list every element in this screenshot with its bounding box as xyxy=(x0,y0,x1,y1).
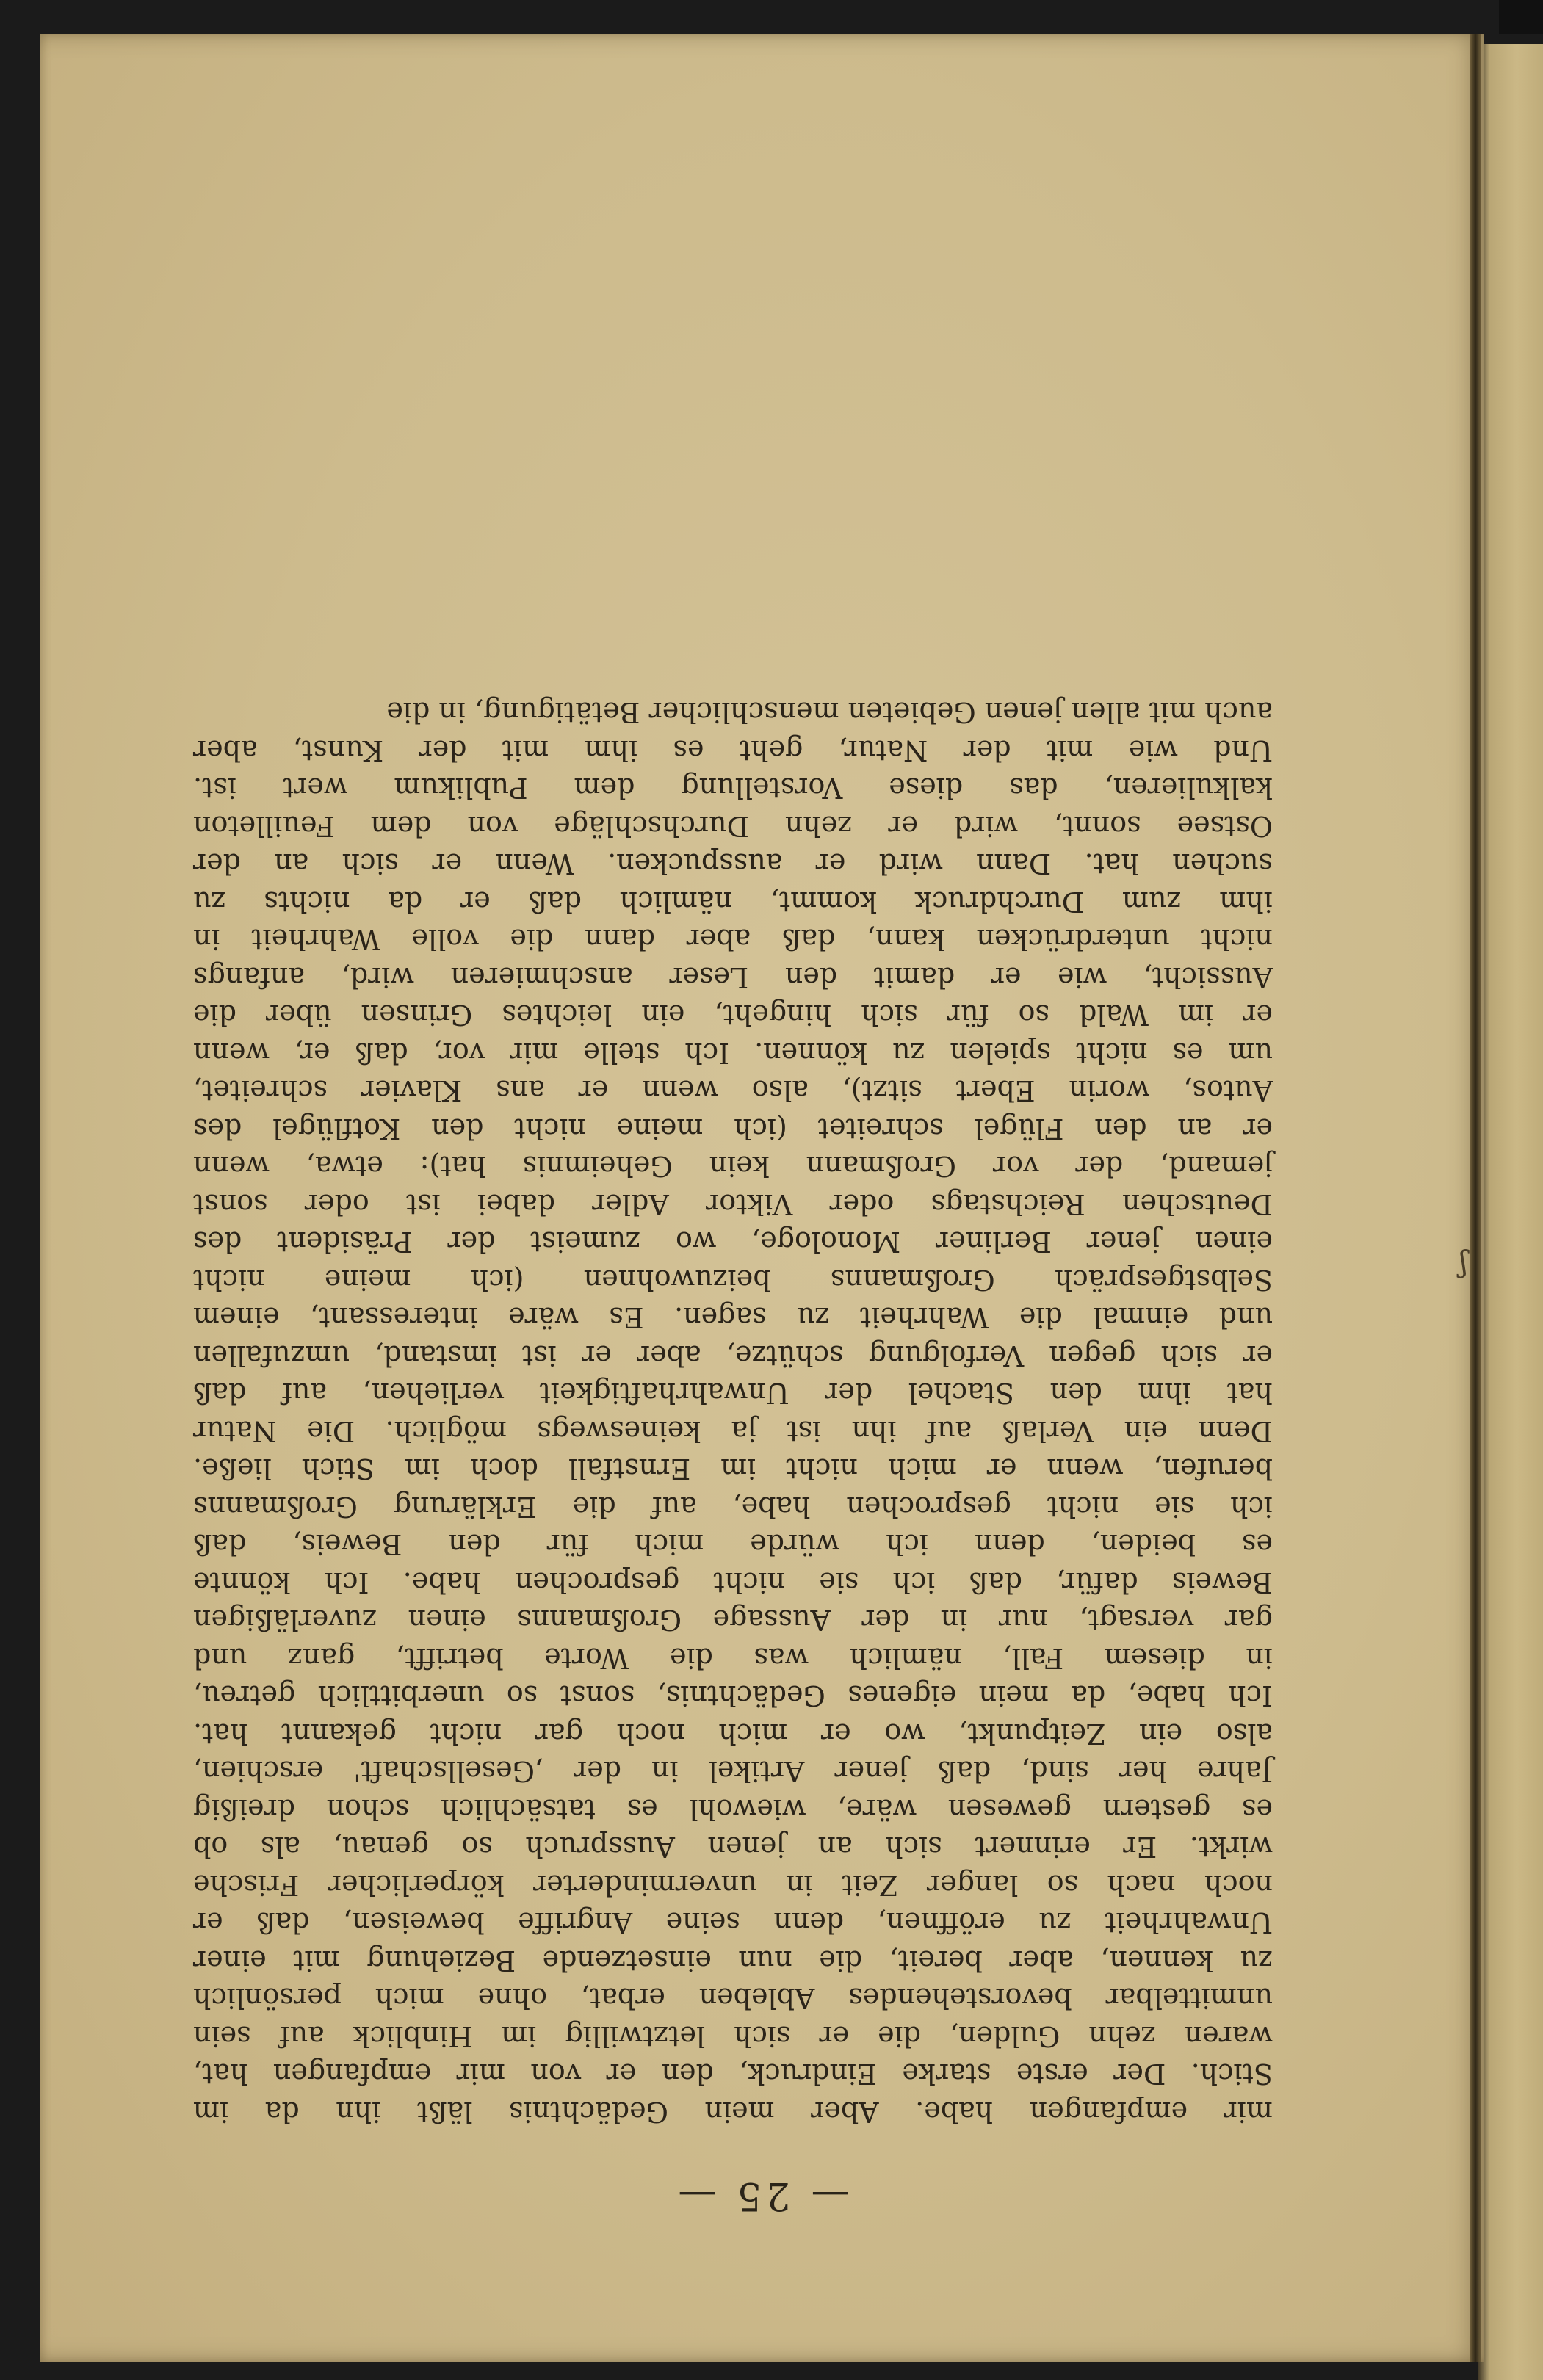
text-line: also ein Zeitpunkt, wo er mich noch gar nicht gekannt hat. xyxy=(193,1718,1273,1750)
text-line: Und wie mit der Natur, geht es ihm mit der Kunst, aber xyxy=(193,734,1273,767)
page-number: — 25 — xyxy=(673,2174,850,2218)
text-line: berufen, wenn er mich nicht im Ernstfall doch im Stich ließe. xyxy=(193,1453,1273,1486)
text-line: noch nach so langer Zeit in unverminderter körperlicher Frische xyxy=(193,1869,1273,1901)
text-line: es gestern gewesen wäre, wiewohl es tatsächlich schon dreißig xyxy=(193,1793,1273,1826)
text-line: Jahre her sind, daß jener Artikel in der ‚Gesellschaft' erschien, xyxy=(193,1755,1273,1788)
body-text xyxy=(193,693,1273,2130)
text-line: in diesem Fall, nämlich was die Worte betrifft, ganz und xyxy=(193,1642,1273,1674)
text-line: waren zehn Gulden, die er sich letztwillig im Hinblick auf sein xyxy=(193,2020,1273,2052)
text-line: ich sie nicht gesprochen habe, auf die Erklärung Großmanns xyxy=(193,1491,1273,1523)
text-line: suchen hat. Dann wird er ausspucken. Wenn er sich an der xyxy=(193,847,1273,880)
text-line: hat ihm den Stachel der Unwahrhaftigkeit verliehen, auf daß xyxy=(193,1377,1273,1410)
text-line: auch mit allen jenen Gebieten menschlicher Betätigung, in die xyxy=(386,696,1273,729)
text-line: wirkt. Er erinnert sich an jenen Ausspruch so genau, als ob xyxy=(193,1831,1273,1864)
text-line: Ich habe, da mein eigenes Gedächtnis, sonst so unerbittlich getreu, xyxy=(193,1679,1273,1712)
text-line: Denn ein Verlaß auf ihn ist ja keineswegs möglich. Die Natur xyxy=(193,1415,1273,1447)
text-line: einen jener Berliner Monologe, wo zumeist der Präsident des xyxy=(193,1226,1273,1259)
margin-pencil-mark: ʃ xyxy=(1459,1248,1467,1282)
text-line: er sich gegen Verfolgung schütze, aber er ist imstand, umzufallen xyxy=(193,1339,1273,1372)
text-line: Beweis dafür, daß ich sie nicht gesprochen habe. Ich könnte xyxy=(193,1566,1273,1599)
text-line: jemand, der vor Großmann kein Geheimnis hat): etwa, wenn xyxy=(193,1150,1273,1183)
text-line: er an den Flügel schreitet (ich meine nicht den Kotflügel des xyxy=(193,1113,1273,1145)
text-line: Selbstgespräch Großmanns beizuwohnen (ich meine nicht xyxy=(193,1264,1273,1296)
scan-edge xyxy=(1499,0,1543,34)
text-line: und einmal die Wahrheit zu sagen. Es wäre interessant, einem xyxy=(193,1301,1273,1334)
text-line: Stich. Der erste starke Eindruck, den er von mir empfangen hat, xyxy=(193,2058,1273,2091)
text-line: Aussicht, wie er damit den Leser anschmieren wird, anfangs xyxy=(193,961,1273,994)
rotated-text-block xyxy=(40,34,1484,2362)
text-line: kalkulieren, das diese Vorstellung dem Publikum wert ist. xyxy=(193,772,1273,805)
text-line: zu kennen, aber bereit, die nun einsetzende Beziehung mit einer xyxy=(193,1945,1273,1977)
text-line: gar versagt, nur in der Aussage Großmanns einen zuverläßigen xyxy=(193,1604,1273,1637)
facing-page-edge xyxy=(1478,44,1543,2380)
text-line: um es nicht spielen zu können. Ich stelle mir vor, daß er, wenn xyxy=(193,1037,1273,1069)
text-line: er im Wald so für sich hingeht, ein leichtes Grinsen über die xyxy=(193,999,1273,1032)
text-line: Unwahrheit zu eröffnen, denn seine Angriffe beweisen, daß er xyxy=(193,1906,1273,1939)
text-line: Deutschen Reichstags oder Viktor Adler dabei ist oder sonst xyxy=(193,1188,1273,1220)
text-line: Autos, worin Ebert sitzt), also wenn er ans Klavier schreitet, xyxy=(193,1074,1273,1107)
text-line: Ostsee sonnt, wird er zehn Durchschläge von dem Feuilleton xyxy=(193,810,1273,842)
text-line: es beiden, denn ich würde mich für den Beweis, daß xyxy=(193,1528,1273,1561)
text-line: ihm zum Durchdruck kommt, nämlich daß er da nichts zu xyxy=(193,886,1273,918)
text-line: unmittelbar bevorstehendes Ableben erbat, ohne mich persönlich xyxy=(193,1982,1273,2015)
text-line: mir empfangen habe. Aber mein Gedächtnis läßt ihn da im xyxy=(193,2096,1273,2128)
text-line: nicht unterdrücken kann, daß aber dann die volle Wahrheit in xyxy=(193,923,1273,956)
